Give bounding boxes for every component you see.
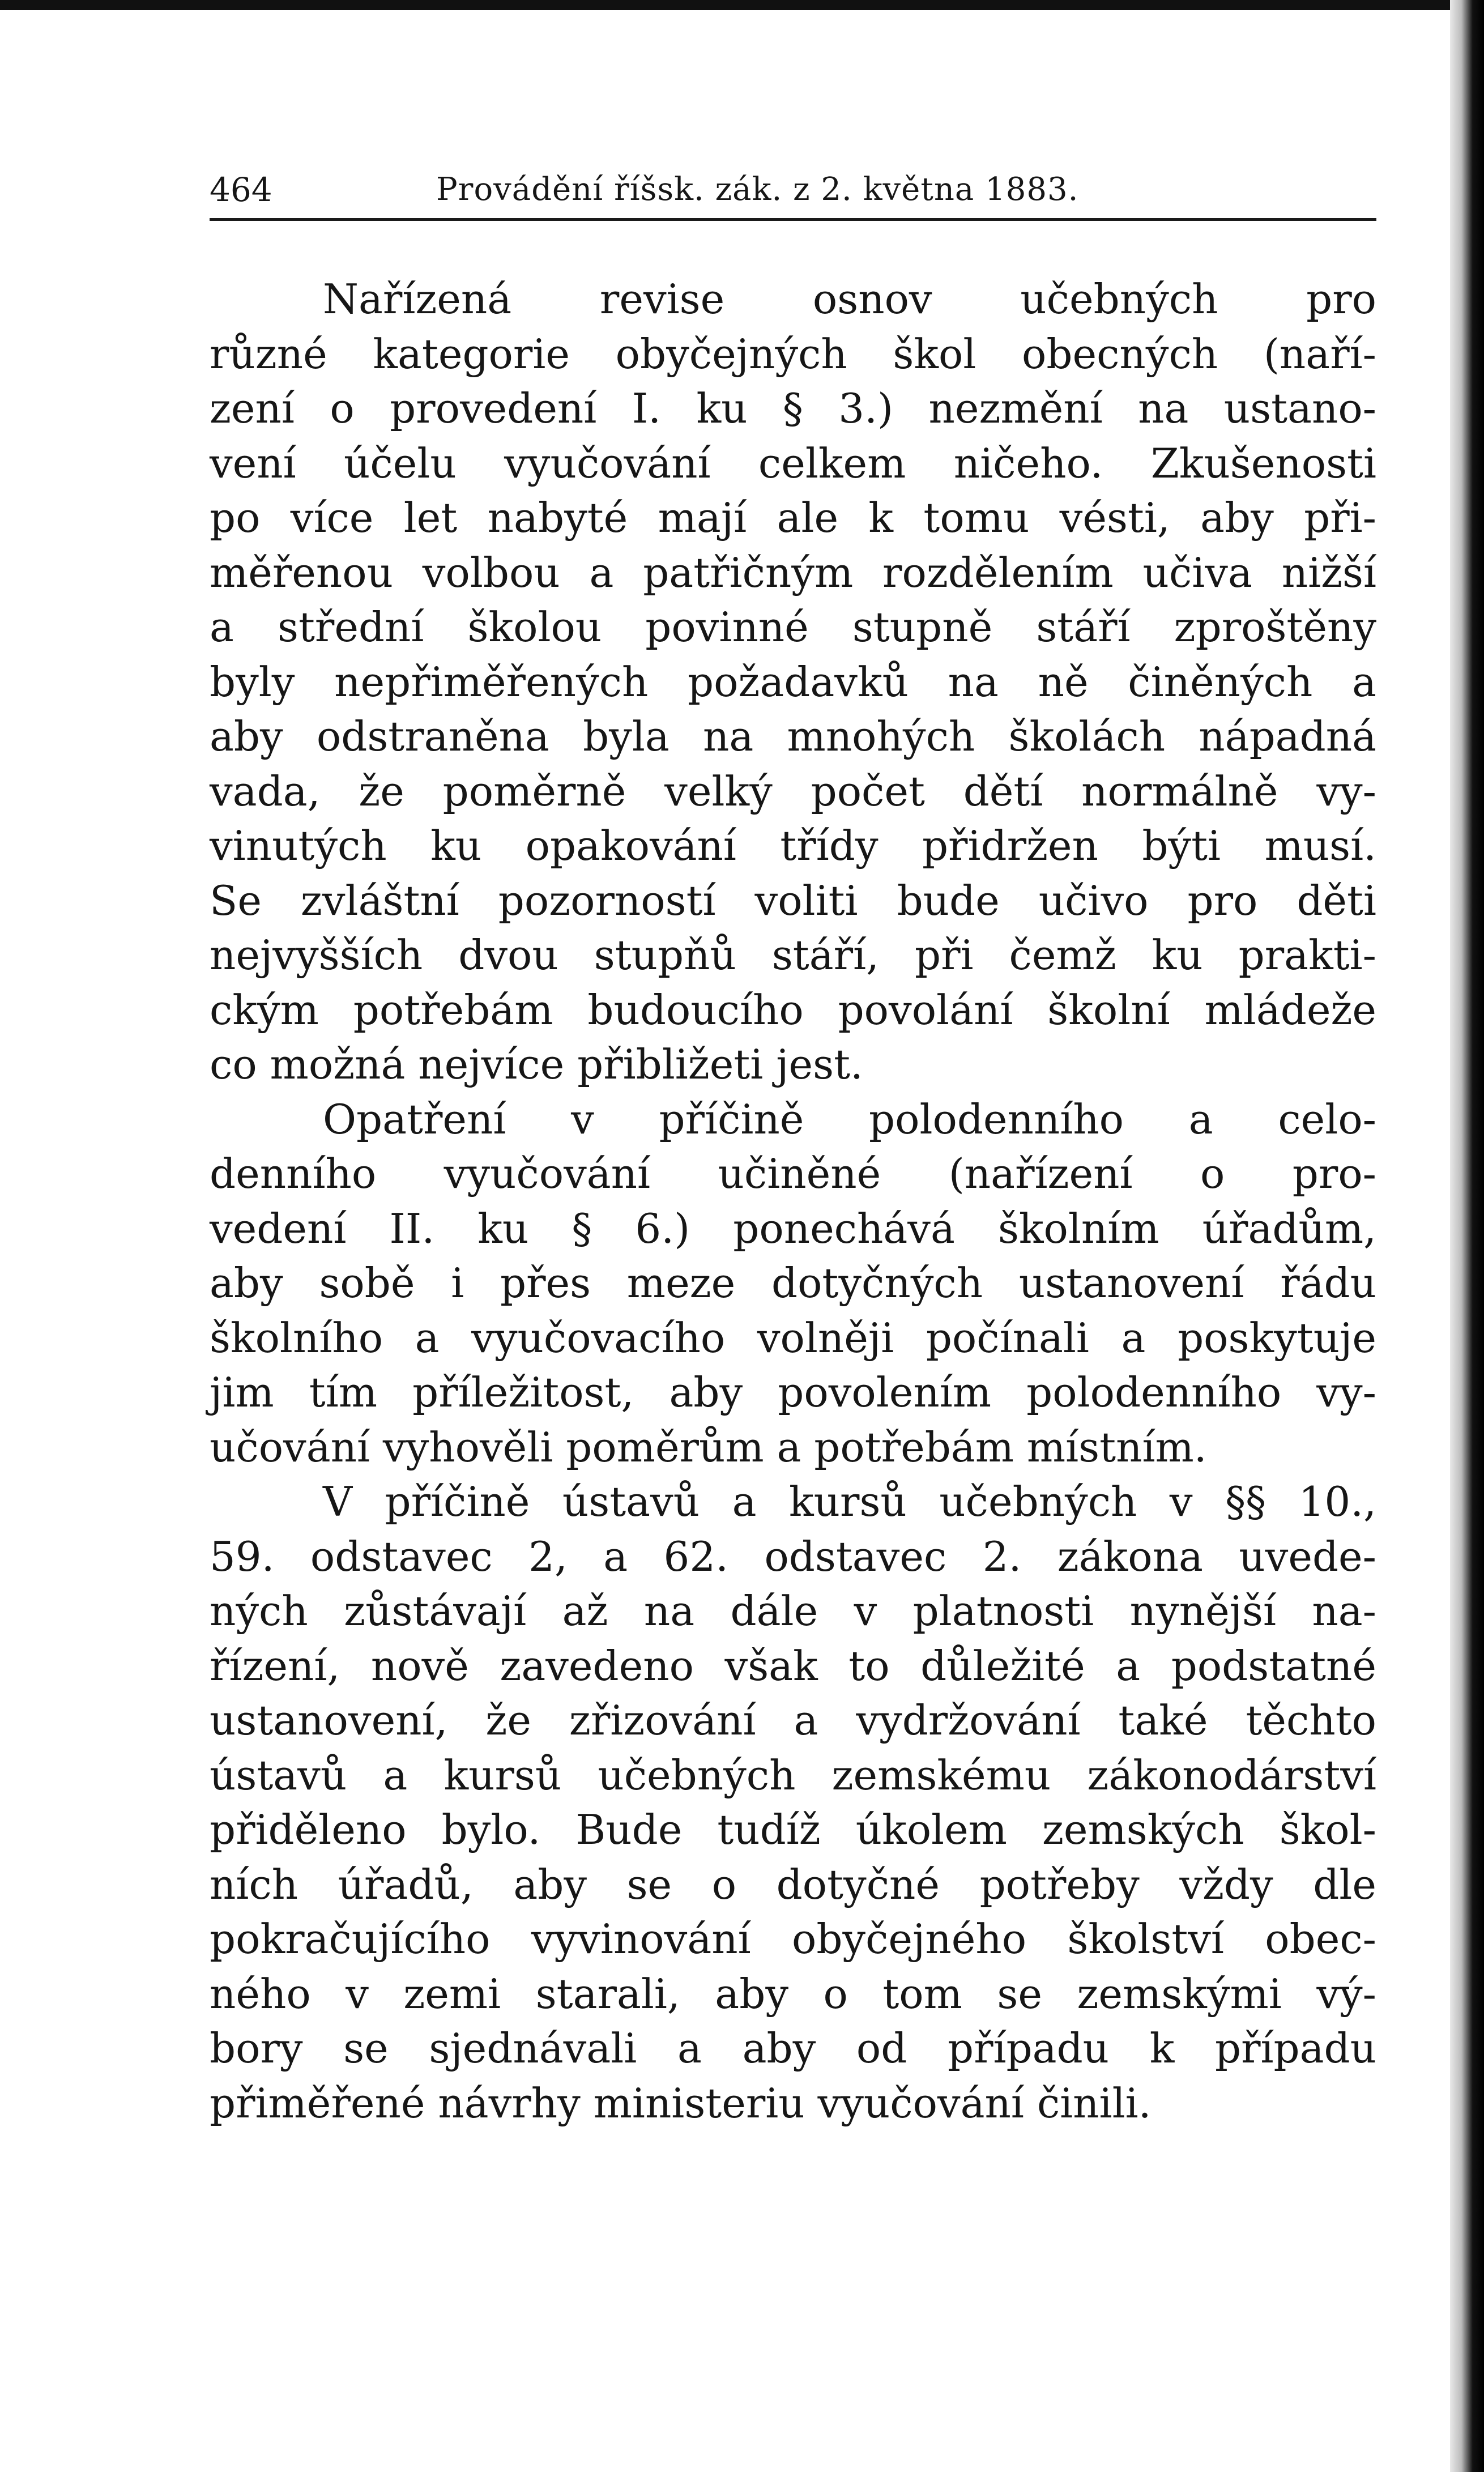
text-line: zení o provedení I. ku § 3.) nezmění na ustano- <box>210 385 1376 432</box>
running-header <box>210 164 1376 215</box>
text-line: bory se sjednávali a aby od případu k případu <box>210 2025 1376 2072</box>
text-line: denního vyučování učiněné (nařízení o pro- <box>210 1150 1376 1197</box>
body-text <box>210 272 1376 2130</box>
text-line: po více let nabyté mají ale k tomu vésti, aby při- <box>210 494 1376 542</box>
paragraph <box>210 1092 1376 1475</box>
text-line: aby sobě i přes meze dotyčných ustanovení řádu <box>210 1259 1376 1307</box>
text-line: a střední školou povinné stupně stáří zproštěny <box>210 603 1376 651</box>
text-line: přiměřené návrhy ministeriu vyučování činili. <box>210 2079 1152 2127</box>
text-line: ustanovení, že zřizování a vydržování také těchto <box>210 1697 1376 1744</box>
text-line: jim tím příležitost, aby povolením polodenního vy- <box>210 1369 1376 1416</box>
scan-border-right <box>1450 0 1484 2472</box>
text-line: V příčině ústavů a kursů učebných v §§ 10., <box>323 1478 1376 1525</box>
text-line: školního a vyučovacího volněji počínali a poskytuje <box>210 1314 1376 1362</box>
header-rule <box>210 218 1376 221</box>
text-line: Se zvláštní pozorností voliti bude učivo pro děti <box>210 876 1376 924</box>
paragraph <box>210 272 1376 1092</box>
text-line: pokračujícího vyvinování obyčejného školství obec- <box>210 1915 1376 1963</box>
text-line: vada, že poměrně velký počet dětí normálně vy- <box>210 767 1376 815</box>
text-line: ckým potřebám budoucího povolání školní mládeže <box>210 986 1376 1034</box>
page-number: 464 <box>210 171 272 209</box>
text-line: Opatření v příčině polodenního a celo- <box>323 1095 1376 1143</box>
text-line: ních úřadů, aby se o dotyčné potřeby vždy dle <box>210 1860 1376 1908</box>
text-line: aby odstraněna byla na mnohých školách nápadná <box>210 713 1376 760</box>
scan-border-top <box>0 0 1484 10</box>
text-line: 59. odstavec 2, a 62. odstavec 2. zákona uvede- <box>210 1532 1376 1580</box>
text-line: učování vyhověli poměrům a potřebám místním. <box>210 1423 1207 1471</box>
text-line: měřenou volbou a patřičným rozdělením učiva nižší <box>210 548 1376 596</box>
paragraph <box>210 1474 1376 2130</box>
text-line: různé kategorie obyčejných škol obecných (naří- <box>210 330 1376 378</box>
text-line: řízení, nově zavedeno však to důležité a podstatné <box>210 1642 1376 1690</box>
text-line: přiděleno bylo. Bude tudíž úkolem zemských škol- <box>210 1806 1376 1853</box>
text-line: co možná nejvíce přibližeti jest. <box>210 1041 863 1088</box>
text-line: ústavů a kursů učebných zemskému zákonodárství <box>210 1751 1376 1799</box>
text-line: ného v zemi starali, aby o tom se zemskými vý- <box>210 1970 1376 2018</box>
text-line: Nařízená revise osnov učebných pro <box>323 275 1376 323</box>
book-page <box>210 142 1376 2351</box>
text-line: nejvyšších dvou stupňů stáří, při čemž ku prakti- <box>210 931 1376 979</box>
running-title: Provádění říšsk. zák. z 2. května 1883. <box>436 171 1079 208</box>
text-line: ných zůstávají až na dále v platnosti nynější na- <box>210 1587 1376 1635</box>
text-line: vinutých ku opakování třídy přidržen býti musí. <box>210 822 1376 870</box>
text-line: byly nepřiměřených požadavků na ně činěných a <box>210 658 1376 706</box>
text-line: vedení II. ku § 6.) ponechává školním úřadům, <box>210 1204 1376 1252</box>
text-line: vení účelu vyučování celkem ničeho. Zkušenosti <box>210 439 1376 487</box>
